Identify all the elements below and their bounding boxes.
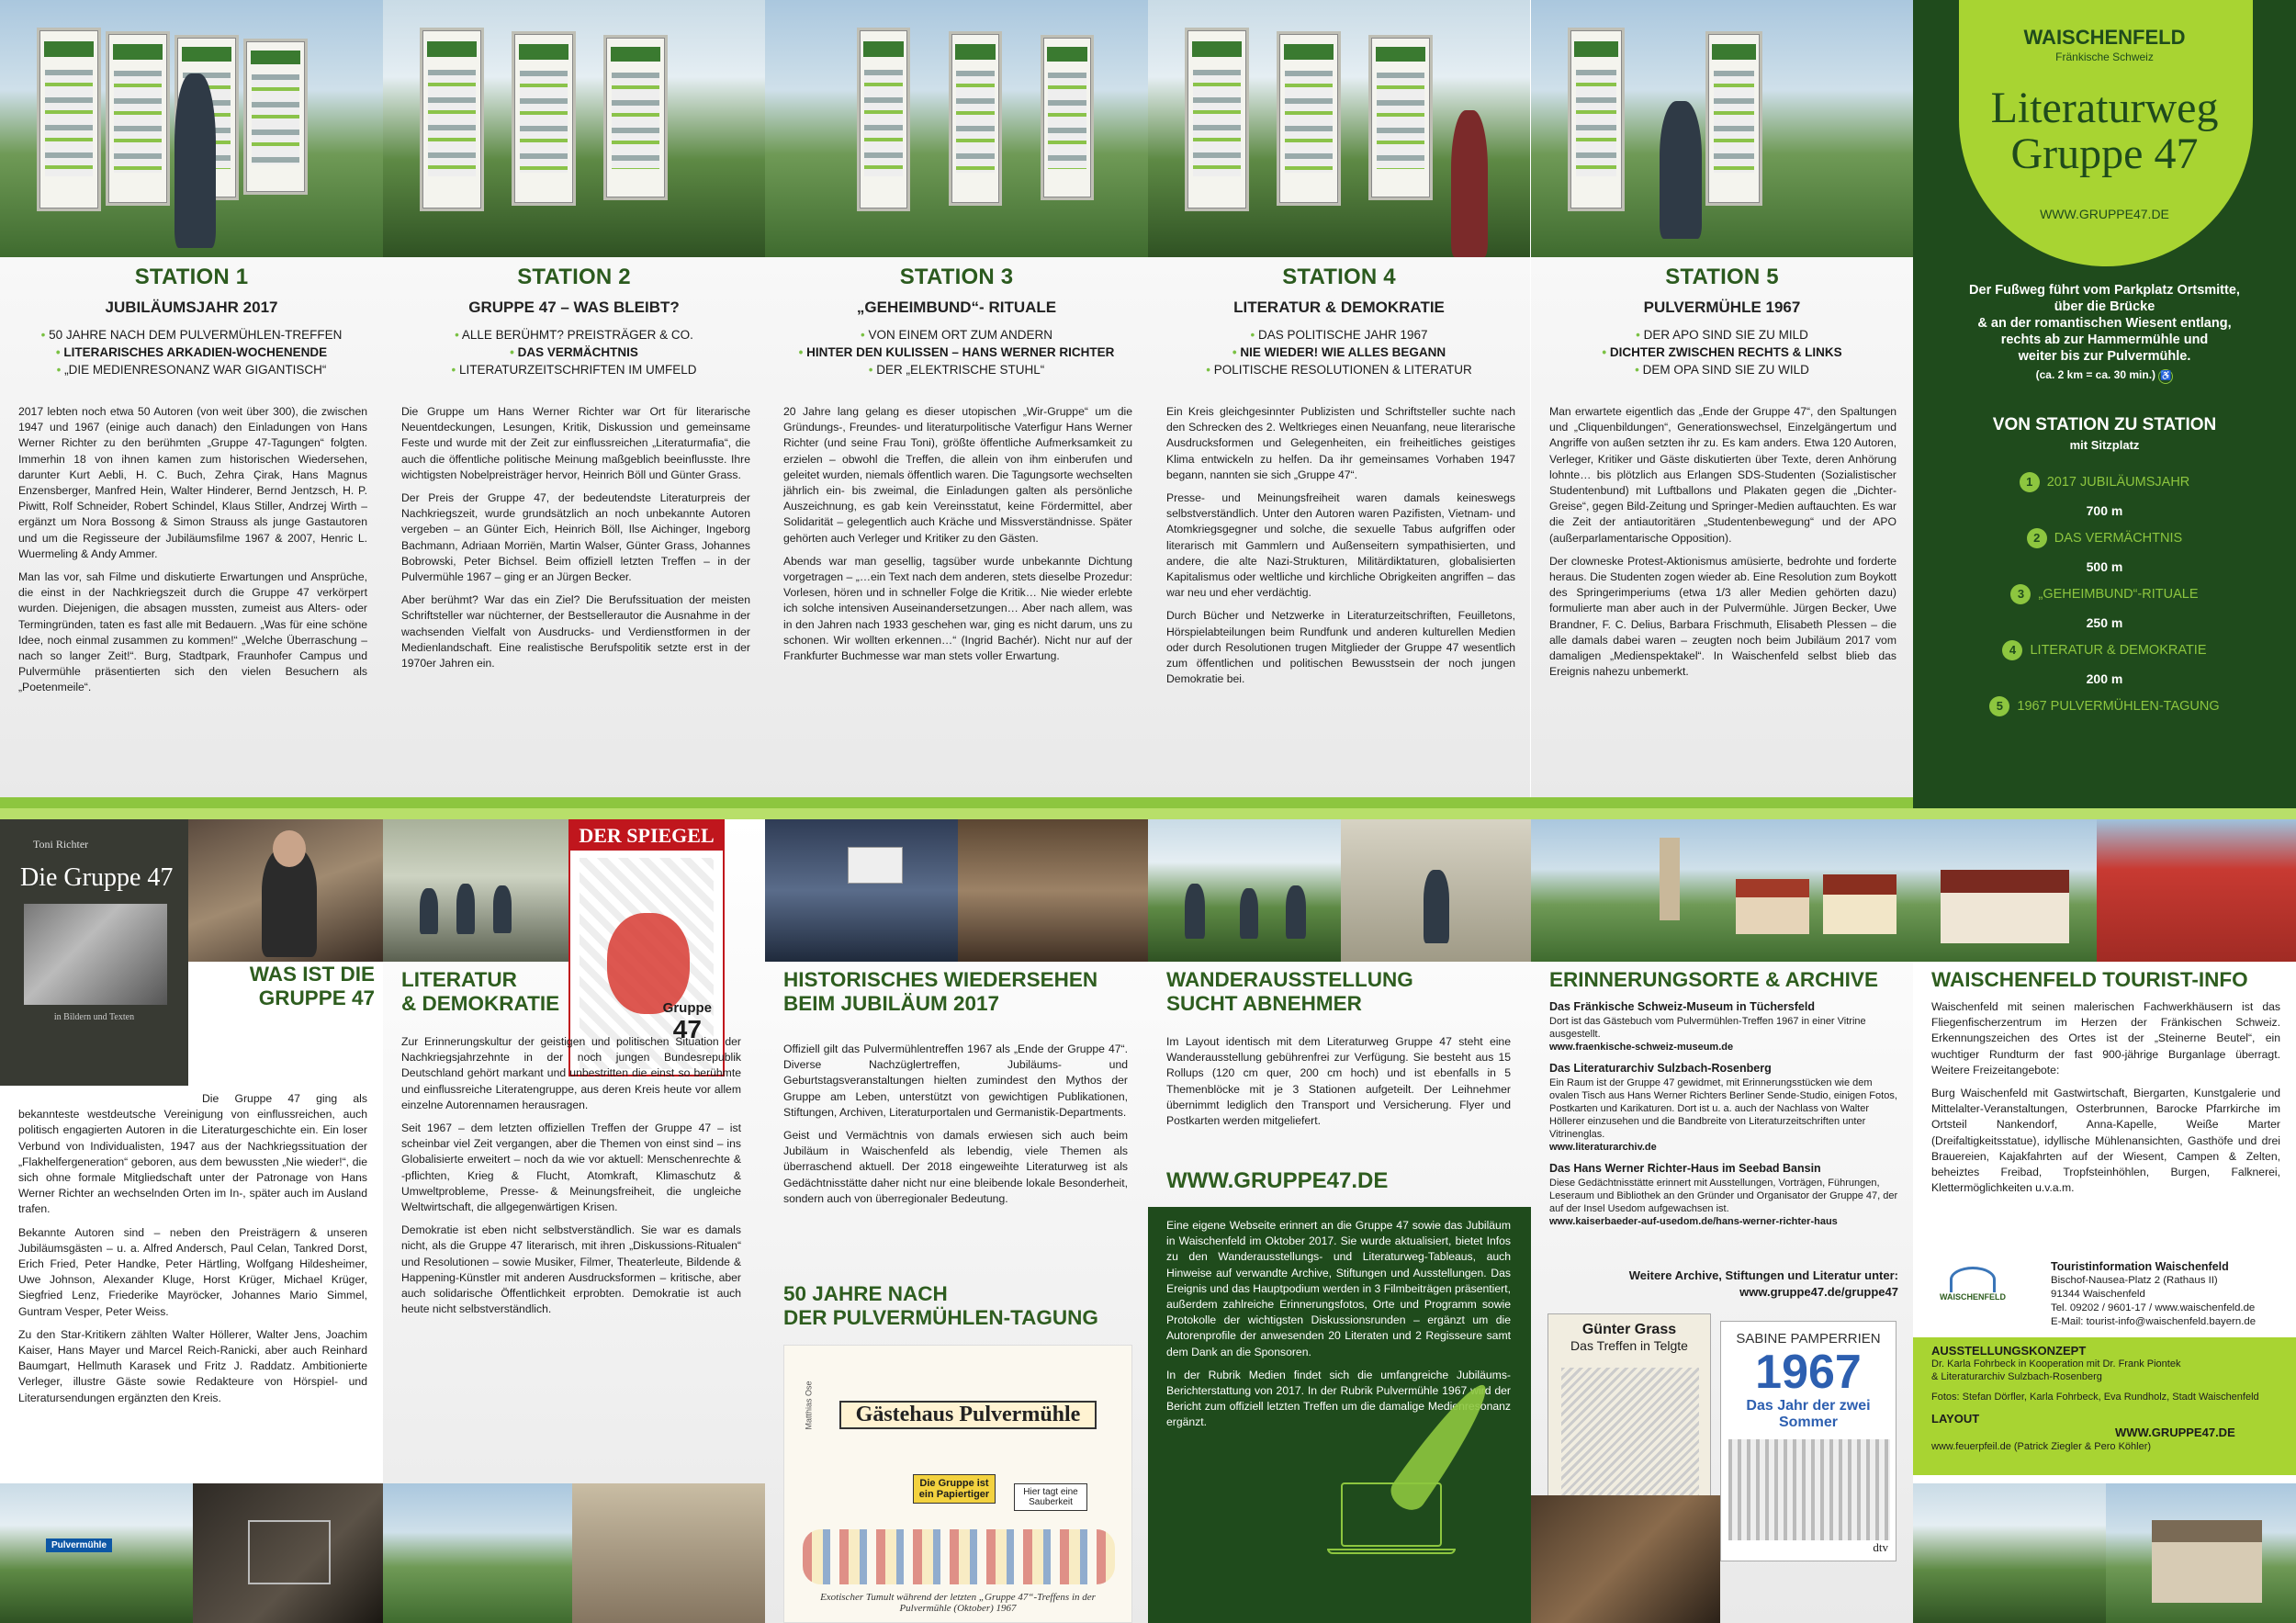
paragraph: Im Layout identisch mit dem Literaturweg Gruppe 47 steht eine Wanderausstellung gebührenfrei zur Verfügung. Sie besteht aus 15 Rollups (120 cm quer, 200 cm hoch) und ist ebenfalls in 5 Themenblöcke mit je 3 Stationen aufgeteilt. Der Leihnehmer übernimmt lediglich den Transport und Versicherung. Flyer und Postkarten werden mitgeliefert. (1166, 1035, 1511, 1128)
archive-entry-url[interactable]: www.kaiserbaeder-auf-usedom.de/hans-werner-richter-haus (1549, 1216, 1838, 1227)
panel-wiedersehen-text (783, 1042, 1128, 1214)
station-5-text (1549, 404, 1896, 687)
layout-url[interactable]: WWW.GRUPPE47.DE (2115, 1426, 2235, 1439)
paragraph: Die Gruppe 47 ging als bekannteste westdeutsche Vereinigung von einflussreichen, auch politisch engagierten Autoren in die Literaturgeschichte ein. Ein loser Verbund von Individualisten, 1947 aus der Nachkriegssituation der „Flakhelfergeneration“ geboren, aus dem bewussten „Nie wieder!“, die sich ohne formale Mitgliedschaft unter der Patronage von Hans Werner Richter an wechselnden Orten im In-, später auch im Ausland trafen. (18, 1092, 367, 1216)
panel-lit-dem-title: LITERATUR & DEMOKRATIE (401, 968, 560, 1015)
photo-archive-items (1531, 1495, 1720, 1623)
station-2-bullets (383, 326, 765, 378)
archive-entry-text: Ein Raum ist der Gruppe 47 gewidmet, mit Erinnerungsstücken wie dem ovalen Tisch aus Hans Werner Richters Berliner Sende-Studio, einigen Fotos, Postkarten und Karikaturen. Dort ist u. a. auch der Nachlass von Walter Höllerer einzusehen und die Bandbreite von Literaturzeitschriften unter Vitrinenglas. (1549, 1077, 1897, 1140)
station-bullet: • DICHTER ZWISCHEN RECHTS & LINKS (1531, 344, 1913, 361)
photo-reading-room (383, 819, 568, 962)
book-author: Toni Richter (33, 838, 89, 851)
photo-street (1913, 1483, 2106, 1623)
archive-entry (1549, 1161, 1898, 1228)
archive-entry-title: Das Fränkische Schweiz-Museum in Tüchersfeld (1549, 1000, 1815, 1013)
archive-list (1549, 999, 1898, 1235)
photo-podium (958, 819, 1148, 962)
photo-castle (1531, 819, 1722, 962)
archive-entry (1549, 1061, 1898, 1154)
station-3-photo (765, 0, 1148, 257)
paragraph: Zur Erinnerungskultur der geistigen und politischen Situation der Nachkriegsjahrzehnte in der noch jungen Bundesrepublik Deutschland gehört markant und unbestritten die einst so berühmte und einflussreiche Literatengruppe, aus deren Kreis heute vor allem einzelne Autorennamen herausragen. (401, 1035, 741, 1111)
station-bullet: • DER APO SIND SIE ZU MILD (1531, 326, 1913, 344)
route-stop[interactable] (1913, 637, 2296, 665)
photo-house (2106, 1483, 2296, 1623)
tourist-contact: Touristinformation Waischenfeld Bischof-Nausea-Platz 2 (Rathaus II) 91344 Waischenfeld Tel. 09202 / 9601-17 / www.waischenfeld.de E-Mail: tourist-info@waischenfeld.bayern.de (2051, 1260, 2290, 1329)
station-5-subtitle: PULVERMÜHLE 1967 (1643, 299, 1801, 316)
station-5-photo (1531, 0, 1913, 257)
station-bullet: • LITERATURZEITSCHRIFTEN IM UMFELD (383, 361, 765, 378)
route-distance: 700 m (2086, 503, 2123, 518)
panel-literatur-demokratie (383, 819, 765, 1623)
station-3-title: STATION 3 (899, 265, 1014, 289)
station-bullet: • POLITISCHE RESOLUTIONEN & LITERATUR (1148, 361, 1530, 378)
station-1-panel (0, 0, 383, 797)
stop-number-icon: 5 (1989, 696, 2009, 716)
station-paragraph: 20 Jahre lang gelang es dieser utopischen „Wir-Gruppe“ um die Gründungs-, Freundes- und literaturpolitische Vaterfigur Hans Werner Richter (und seine Frau Toni), größte öffentliche Aufmerksamkeit zu erzielen – obwohl die Treffen, die allein von ihm einberufen und geleitet wurden, niemals öffentlich waren. Die Tagungsorte wechselten jährlich ein- bis zweimal, die Einladungen galten als persönliche Auszeichnung, es gab kein Vereinsstatut, keine Fördermittel, aber Solidarität – gelegentlich auch Kräche und Missverständnisse. Später gehörten auch Verleger und Kritiker zu den Gästen. (783, 405, 1132, 545)
station-2-subtitle: GRUPPE 47 – WAS BLEIBT? (468, 299, 680, 316)
paragraph: Seit 1967 – dem letzten offiziellen Treffen der Gruppe 47 – ist scheinbar viel Zeit vergangen, aber die Themen von einst sind – ins Globalisierte erweitert – noch da wie vor aktuell: Menschenrechte & -pflichten, Krieg & Flucht, Atomkraft, Klimaschutz & Umweltprobleme, Presse- & Meinungsfreiheit, die ungleiche Weltwirtschaft, die allgegenwärtigen Krisen. (401, 1121, 741, 1214)
panel-wander-title: WANDERAUSSTELLUNG SUCHT ABNEHMER (1166, 968, 1413, 1015)
station-bullet: • DAS POLITISCHE JAHR 1967 (1148, 326, 1530, 344)
photo-richter-portrait (188, 819, 383, 962)
stop-number-icon: 1 (2020, 472, 2040, 492)
stop-label: 2017 JUBILÄUMSJAHR (2046, 475, 2190, 490)
route-stop[interactable] (1913, 693, 2296, 721)
paragraph: In der Rubrik Medien findet sich die umfangreiche Jubiläums-Berichterstattung von 2017. In der Rubrik Pulvermühle 1967 wird der Bericht zum offiziell letzten Treffen um die damalige Medienresonanz ergänzt. (1166, 1368, 1511, 1429)
station-1-title: STATION 1 (134, 265, 249, 289)
archive-more-url[interactable]: www.gruppe47.de/gruppe47 (1739, 1285, 1898, 1299)
route-stop[interactable] (1913, 580, 2296, 609)
station-bullet: • 50 JAHRE NACH DEM PULVERMÜHLEN-TREFFEN (0, 326, 383, 344)
book-cover (0, 819, 188, 1086)
exhibition-board (420, 28, 484, 211)
photo-gallery (1341, 819, 1531, 962)
exhibition-board (1277, 31, 1341, 206)
route-stop[interactable] (1913, 468, 2296, 497)
station-bullet: • DAS VERMÄCHTNIS (383, 344, 765, 361)
exhibition-board (603, 35, 668, 200)
route-list (1913, 468, 2296, 721)
station-paragraph: Der Preis der Gruppe 47, der bedeutendste Literaturpreis der Nachkriegszeit, wurde grundsätzlich an noch unbekannte Autoren vergeben – an Günter Eich, Heinrich Böll, Ilse Aichinger, Ingeborg Bachmann, Adriaan Morriën, Martin Walser, Günter Grass, Johannes Bobrowski, Peter Bichsel. Beim offiziell letzten Treffen – in der Pulvermühle 1967 – ging er an Jürgen Becker. (401, 491, 750, 584)
station-2-title: STATION 2 (517, 265, 631, 289)
panel-lit-dem-text (401, 1034, 741, 1324)
cartoon-crowd (803, 1529, 1115, 1584)
panel-tourist-text (1931, 999, 2280, 1203)
cartoon-sign-2: Hier tagt eine Sauberkeit (1014, 1483, 1087, 1511)
photo-pulvermuehle-sign: Pulvermühle (0, 1483, 193, 1623)
station-bullet: • ALLE BERÜHMT? PREISTRÄGER & CO. (383, 326, 765, 344)
photo-red-house (2097, 819, 2296, 962)
exhibition-board (512, 31, 576, 206)
route-subtitle: mit Sitzplatz (2069, 438, 2140, 452)
station-bullet: • NIE WIEDER! WIE ALLES BEGANN (1148, 344, 1530, 361)
panel-tourist-title: WAISCHENFELD TOURIST-INFO (1931, 968, 2248, 991)
station-2-panel (383, 0, 765, 797)
spiegel-label: Gruppe 47 (662, 1000, 712, 1043)
photo-visitors (1148, 819, 1341, 962)
archive-entry-url[interactable]: www.literaturarchiv.de (1549, 1142, 1657, 1153)
stop-label: 1967 PULVERMÜHLEN-TAGUNG (2017, 699, 2220, 714)
panel-wander-text (1166, 1034, 1511, 1136)
sidebar-region: Fränkische Schweiz (2055, 51, 2154, 63)
panel-wanderausstellung (1148, 819, 1531, 1623)
book-pamperrien-subtitle: Das Jahr der zwei Sommer (1746, 1398, 1871, 1430)
paragraph: Demokratie ist eben nicht selbstverständlich. Sie war es damals nicht, als die Gruppe 47 literarisch, mit ihren „Diskussions-Ritualen“ und Resolutionen – sowie Musiker, Filmer, Theaterleute, Bildende & Happening-Künstler mit anderen Ausdrucksformen – kritische, aber auch solidarische Öffentlichkeit erprobten. Demokratie ist auch heute nicht selbstverständlich. (401, 1223, 741, 1316)
station-1-text (18, 404, 367, 704)
station-paragraph: Abends war man gesellig, tagsüber wurde unbekannte Dichtung vorgetragen – „…ein Text nach dem anderen, stets dieselbe Prozedur: Vorlesen, hören und in schneller Folge die Kritik… Nie wieder erlebte ich solche intensiven Auseinandersetzungen… Aber nach allem, was in den Jahren nach 1933 geschehen war, ging es nicht darum, uns zu schonen. Wir wollten erkennen…“ (Ingrid Bachér). Nicht nur auf der Frankfurter Buchmesse war man stets voller Erwartung. (783, 554, 1132, 663)
station-3-panel (765, 0, 1148, 797)
exhibition-board (106, 31, 170, 206)
route-title: VON STATION ZU STATION (1992, 415, 2217, 434)
sidebar-intro: Der Fußweg führt vom Parkplatz Ortsmitte, über die Brücke & an der romantischen Wiesent entlang, rechts ab zur Hammermühle und weiter bis zur Pulvermühle. (ca. 2 km = ca. 30 min.) ♿ (1913, 282, 2296, 384)
paragraph: Offiziell gilt das Pulvermühlentreffen 1967 als „Ende der Gruppe 47“. Diverse Nachzüglertreffen, Jubiläums- und Geburtstagsveranstaltungen hielten zumindest den Mythos der Gruppe am Leben, unterstützt von gewichtigen Publikationen, Stiftungen, Archiven, Literaturportalen und Germanistik-Departments. (783, 1043, 1128, 1119)
station-paragraph: Der clowneske Protest-Aktionismus amüsierte, bedrohte und forderte heraus. Die Studenten zogen wieder ab. Eine Resolution zum Boykott des Springerimperiums (etwa 1/3 aller Medien gehörten dazu) formulierte man aber auch in der Pulvermühle. Jürgen Becker, Uwe Brandner, F. C. Delius, Barbara Frischmuth, Elisabeth Plessen – die alle damals dabei waren – zeugten noch beim Jubiläum 2017 vom damaligen „Medienspektakel“. In Waischenfeld selbst blieb das Ereignis nahezu unbemerkt. (1549, 554, 1896, 679)
station-paragraph: Presse- und Meinungsfreiheit waren damals keineswegs selbstverständlich. Unter den Autoren waren Pazifisten, Vietnam- und Atomkriegsgegner und solche, die sexuelle Tabus aufgriffen oder literarisch mit Gammlern und Außenseitern sympathisierten, und andere, die alte Nazi-Strukturen, Militärdiktaturen, globalisierten Kapitalismus oder weltliche und kirchliche Obrigkeiten angriffen – das war neu und eher verdächtig. (1166, 491, 1515, 600)
station-5-title: STATION 5 (1665, 265, 1779, 289)
visitor-figure (1451, 110, 1488, 257)
panel-erinnerung-title: ERINNERUNGSORTE & ARCHIVE (1549, 968, 1878, 991)
station-4-panel (1148, 0, 1530, 797)
route-distance: 200 m (2086, 671, 2123, 686)
panel-was-ist (0, 819, 383, 1623)
station-1-bullets (0, 326, 383, 378)
station-paragraph: 2017 lebten noch etwa 50 Autoren (von weit über 300), die zwischen 1947 und 1967 (einige auch danach) den Einladungen von Hans Werner Richter zu den berühmten „Gruppe 47-Tagungen“ folgten. Immerhin 18 von ihnen kamen zum historischen Wiedersehen, darunter Kurt Aebli, H. C. Buch, Zehra Çirak, Hans Magnus Enzensberger, Manfred Hein, Walter Hinderer, Bernd Jentzsch, H. P. Piwitt, Rolf Schneider, Robert Schindel, Klaus Stiller, Andrzej Wirth – ergänzt um Nora Bossong & Simon Strauss als junge Gastautoren und um die Regisseure der Jubiläumsfilme 1967 & 2007, Henric L. Wuermeling & Andy Ammer. (18, 405, 367, 560)
exhibition-board (949, 31, 1002, 206)
paragraph: Eine eigene Webseite erinnert an die Gruppe 47 sowie das Jubiläum in Waischenfeld im Oktober 2017. Sie wurde aktualisiert, bietet Infos zu den Wanderausstellungs- und Literaturweg-Tableaus, auch Hinweise auf verwandte Archive, Stiftungen und Ausstellungen. Das Ereignis und das Hauptpodium werden in 3 Filmbeiträgen präsentiert, außerdem zahlreiche Erinnerungsfotos, Orte und Programm sowie Protokolle der wichtigsten Diskussionsrunden – ergänzt um die Autorenprofile der anwesenden 20 Literaten und 2 Regisseure samt dem Dank an die Sponsoren. (1166, 1219, 1511, 1358)
archive-entry-title: Das Hans Werner Richter-Haus im Seebad Bansin (1549, 1162, 1821, 1175)
photo-exhibition-hall (572, 1483, 765, 1623)
station-2-text (401, 404, 750, 679)
tourist-email[interactable]: E-Mail: tourist-info@waischenfeld.bayern.de (2051, 1316, 2257, 1327)
stop-label: LITERATUR & DEMOKRATIE (2030, 643, 2207, 658)
photo-rathaus (1913, 819, 2097, 962)
visitor-figure (1660, 101, 1702, 239)
book-grass-subtitle: Das Treffen in Telgte (1570, 1338, 1688, 1353)
station-4-text (1166, 404, 1515, 694)
panel-was-ist-title: WAS IST DIE GRUPPE 47 (249, 963, 375, 1009)
station-3-text (783, 404, 1132, 671)
station-bullet: • VON EINEM ORT ZUM ANDERN (765, 326, 1148, 344)
station-bullet: • DER „ELEKTRISCHE STUHL“ (765, 361, 1148, 378)
sidebar-town: WAISCHENFELD (2023, 26, 2186, 49)
paragraph: Burg Waischenfeld mit Gastwirtschaft, Biergarten, Kunstgalerie und Mittelalter-Veranstaltungen, Osterbrunnen, Barocke Pfarrkirche im Ortsteil Nankendorf, Anna-Kapelle, Weiße Marter (Dreifaltigkeitsstatue), idyllische Mühlenansichten, Gasthöfe und drei Brauereien, Kajakfahrten auf der Wiesent, Campen & Zelten, beheiztes Freibad, Tropfsteinhöhlen, Burgen, Falknerei, Klettermöglichkeiten u.v.a.m. (1931, 1087, 2280, 1195)
panel-wander-url[interactable]: WWW.GRUPPE47.DE (1166, 1168, 1389, 1193)
station-bullet: • HINTER DEN KULISSEN – HANS WERNER RICHTER (765, 344, 1148, 361)
archive-more: Weitere Archive, Stiftungen und Literatur unter: www.gruppe47.de/gruppe47 (1549, 1268, 1898, 1301)
panel-50-jahre-title: 50 JAHRE NACH DER PULVERMÜHLEN-TAGUNG (783, 1282, 1098, 1329)
sidebar-url[interactable]: WWW.GRUPPE47.DE (2040, 207, 2169, 221)
cartoon-caption: Exotischer Tumult während der letzten „Gruppe 47“-Treffens in der Pulvermühle (Oktober) 1967 (820, 1592, 1096, 1614)
book-pamperrien-author: SABINE PAMPERRIEN (1736, 1331, 1881, 1347)
exhibition-board (857, 28, 910, 211)
laptop-base-icon (1327, 1549, 1456, 1554)
station-1-photo (0, 0, 383, 257)
station-2-photo (383, 0, 765, 257)
station-4-photo (1148, 0, 1530, 257)
photo-pulvermuehle-plaque (193, 1483, 383, 1623)
exhibition-board (1705, 31, 1762, 206)
station-paragraph: Durch Bücher und Netzwerke in Literaturzeitschriften, Feuilletons, Hörspielabteilungen beim Rundfunk und anderen kulturellen Medien oder durch Resolutionen trugen Mitglieder der Gruppe 47 wesentlich zum öffentlichen und politischen Bewusstsein der noch jungen Demokratie bei. (1166, 609, 1515, 686)
exhibition-board (1368, 35, 1433, 200)
book-pamperrien-year: 1967 (1755, 1346, 1862, 1399)
stop-number-icon: 2 (2027, 528, 2047, 548)
stop-label: „GEHEIMBUND“-RITUALE (2038, 587, 2199, 602)
paragraph: Waischenfeld mit seinen malerischen Fachwerkhäusern ist das Fliegenfischerzentrum im Herzen der Fränkischen Schweiz. Erkennungszeichen des Ortes ist der „Steinerne Beutel“, ein wuchtiger Rundturm der fast 900-jährige Burganlage überragt. Weitere Freizeitangebote: (1931, 1000, 2280, 1076)
book-grass (1548, 1313, 1711, 1506)
panel-was-ist-text (18, 1091, 367, 1414)
exhibition-board (1041, 35, 1094, 200)
station-paragraph: Man erwartete eigentlich das „Ende der Gruppe 47“, den Spaltungen und „Cliquenbildungen“, Generationswechsel, Einzelgängertum und Angriffe von außen setzten ihr zu. Es kam anders. Etwa 120 Autoren, Verleger, Kritiker und Gäste diskutierten über Texte, deren Anhörung lohnte… bis plötzlich aus Erlangen SDS-Studenten (Sozialistischer Studentenbund) mit Luftballons und Plakaten gegen die „Dichter-Greise“, gegen Bild-Zeitung und Springer-Medien auftauchten. Es war die Zeit der antiautoritären „Studentenbewegung“ und der APO (außerparlamentarische Opposition). (1549, 405, 1896, 545)
station-bullet: • DEM OPA SIND SIE ZU WILD (1531, 361, 1913, 378)
tourist-phone[interactable]: Tel. 09202 / 9601-17 / www.waischenfeld.de (2051, 1302, 2256, 1313)
station-4-title: STATION 4 (1282, 265, 1396, 289)
route-distance: 250 m (2086, 615, 2123, 630)
wheelchair-icon: ♿ (2158, 369, 2173, 384)
book-photo (24, 904, 167, 1005)
station-3-bullets (765, 326, 1148, 378)
cartoon-sign-1: Die Gruppe ist ein Papiertiger (913, 1474, 996, 1504)
cartoon-signature: Matthias Ose (804, 1381, 814, 1430)
station-paragraph: Die Gruppe um Hans Werner Richter war Ort für literarische Neuentdeckungen, Lesungen, Kritik, Diskussion und gemeinsame Feste und wurde mit der Zeit zur einflussreichen „Literaturmafia“, die auch die öffentliche politische Meinung maßgeblich beeinflusste. Ihre wichtigsten Nobelpreisträger hervor, Heinrich Böll und Günter Grass. (401, 405, 750, 481)
book-grass-title: Günter Grass (1581, 1322, 1677, 1337)
archive-entry-url[interactable]: www.fraenkische-schweiz-museum.de (1549, 1042, 1734, 1053)
panel-wiedersehen-title: HISTORISCHES WIEDERSEHEN BEIM JUBILÄUM 2017 (783, 968, 1098, 1015)
layout-credit[interactable]: www.feuerpfeil.de (Patrick Ziegler & Pero Köhler) (1931, 1441, 2152, 1452)
station-paragraph: Ein Kreis gleichgesinnter Publizisten und Schriftsteller suchte nach den Schrecken des 2. Weltkrieges einen Neuanfang, neue literarische Ausdrucksformen und Gelegenheiten, ein freiheitliches geistiges Klima entwickeln zu helfen. Da ihr gemeinsames Vorhaben 1947 begann, nannten sie sich „Gruppe 47“. (1166, 405, 1515, 481)
book-title: Die Gruppe 47 (20, 863, 174, 892)
sidebar-title-2: Gruppe 47 (2010, 130, 2199, 178)
visitor-figure (174, 73, 216, 248)
spiegel-masthead: DER SPIEGEL (570, 821, 723, 851)
cartoon (783, 1345, 1132, 1623)
sidebar-title-1: Literaturweg (1990, 84, 2219, 132)
panel-tourist-info (1913, 819, 2296, 1623)
book-subtitle: in Bildern und Texten (53, 1012, 135, 1022)
station-4-subtitle: LITERATUR & DEMOKRATIE (1233, 299, 1445, 316)
exhibition-board (37, 28, 101, 211)
divider-band-light (0, 808, 2296, 819)
station-4-bullets (1148, 326, 1530, 378)
stop-number-icon: 4 (2002, 640, 2022, 660)
panel-wiedersehen (765, 819, 1148, 1623)
exhibition-board (243, 39, 308, 195)
credits-box: AUSSTELLUNGSKONZEPT Dr. Karla Fohrbeck in Kooperation mit Dr. Frank Piontek & Literaturarchiv Sulzbach-Rosenberg Fotos: Stefan Dörfler, Karla Fohrbeck, Eva Rundholz, Stadt Waischenfeld LAYOUT WWW.GRUPPE47.DE www.feuerpfeil.de (Patrick Ziegler & Pero Köhler) (1913, 1337, 2296, 1475)
station-bullet: • „DIE MEDIENRESONANZ WAR GIGANTISCH“ (0, 361, 383, 378)
station-5-panel (1531, 0, 1913, 797)
sidebar-panel (1913, 0, 2296, 808)
route-distance: 500 m (2086, 559, 2123, 574)
paragraph: Bekannte Autoren sind – neben den Preisträgern & unseren Jubiläumsgästen – u. a. Alfred Andersch, Paul Celan, Tankred Dorst, Erich Fried, Peter Handke, Peter Härtling, Wolfgang Hildesheimer, Uwe Johnson, Alexander Kluge, Horst Krüger, Michael Krüger, Siegfried Lenz, Friederike Mayröcker, Johannes Mario Simmel, Guntram Vesper, Peter Weiss. (18, 1225, 367, 1318)
station-1-subtitle: JUBILÄUMSJAHR 2017 (105, 299, 278, 316)
panel-erinnerungsorte (1531, 819, 1913, 1623)
book-pamperrien (1720, 1321, 1896, 1561)
paragraph: Zu den Star-Kritikern zählten Walter Höllerer, Walter Jens, Joachim Kaiser, Hans Mayer und Marcel Reich-Ranicki, aber auch Reinhard Baumgart, Hellmuth Karasek und Fritz J. Raddatz. Ambitionierte Verleger, illustre Gäste sowie Redakteure von Hörspiel- und Literatursendungen ergänzten den Kreis. (18, 1327, 367, 1404)
photo-river (383, 1483, 572, 1623)
station-5-bullets (1531, 326, 1913, 378)
route-stop[interactable] (1913, 524, 2296, 553)
photo-authors-sign (765, 819, 958, 962)
exhibition-board (1185, 28, 1249, 211)
station-paragraph: Aber berühmt? War das ein Ziel? Die Berufssituation der meisten Schriftsteller war nüchterner, der Bestsellerautor die Ausnahme in der wachsenden Vielfalt von Ausdrucks- und Verdienstformen in der Medienlandschaft. Eine realistische Berufspolitik setzte erst in der 1970er Jahren ein. (401, 593, 750, 671)
book-pamperrien-publisher: dtv (1873, 1540, 1888, 1554)
stop-number-icon: 3 (2010, 584, 2031, 604)
archive-entry-text: Diese Gedächtnisstätte erinnert mit Ausstellungen, Vorträgen, Führungen, Leseraum und Bibliothek an den Gründer und Organisator der Gruppe 47, der auf der Insel Usedom aufgewachsen ist. (1549, 1178, 1898, 1214)
panel-wander-dark (1148, 1207, 1531, 1623)
station-paragraph: Man las vor, sah Filme und diskutierte Erwartungen und Ansprüche, die einst in der Nachkriegszeit durch die Gruppe 47 verkörpert wurden. Diejenigen, die absagen mussten, zumeist aus Alters- oder Termingründen, taten es fast alle mit Bedauern. „Was für eine schöne Idee, noch einmal zusammen zu kommen!“ „Welche Überraschung – nach so langer Zeit!“. Burg, Stadtpark, Fraunhofer Campus und Pulvermühle präsentierten sich den vielen Besuchern als „Poetenmeile“. (18, 570, 367, 694)
station-bullet: • LITERARISCHES ARKADIEN-WOCHENENDE (0, 344, 383, 361)
station-3-subtitle: „GEHEIMBUND“- RITUALE (856, 299, 1057, 316)
archive-entry (1549, 999, 1898, 1054)
stop-label: DAS VERMÄCHTNIS (2054, 531, 2183, 546)
archive-entry-title: Das Literaturarchiv Sulzbach-Rosenberg (1549, 1062, 1772, 1075)
cartoon-title: Gästehaus Pulvermühle (839, 1401, 1097, 1429)
waischenfeld-logo: WAISCHENFELD (1931, 1267, 2014, 1322)
photo-town (1722, 819, 1913, 962)
paragraph: Geist und Vermächtnis von damals erwiesen sich auch beim Jubiläum in Waischenfeld als lebendig, viele Themen als überraschend aktuell. Der 2018 eingeweihte Literaturweg ist als Gedächtnisstätte daher nicht nur eine bleibende lokale Besonderheit, sondern auch von überregionaler Bedeutung. (783, 1129, 1128, 1205)
exhibition-board (1568, 28, 1625, 211)
archive-entry-text: Dort ist das Gästebuch vom Pulvermühlen-Treffen 1967 in einer Vitrine ausgestellt. (1549, 1016, 1866, 1040)
